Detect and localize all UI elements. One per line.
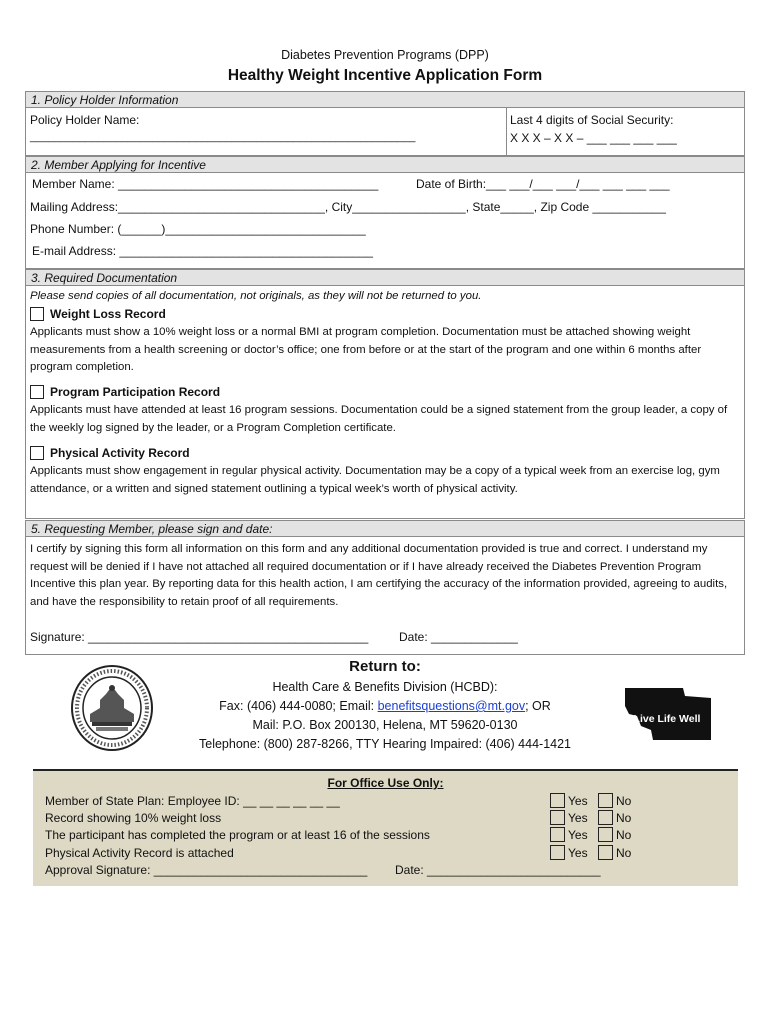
return-division: Health Care & Benefits Division (HCBD): xyxy=(272,680,498,694)
phone-number-field[interactable]: Phone Number: (______)______________________________ xyxy=(30,222,366,236)
form-title: Healthy Weight Incentive Application Form xyxy=(227,67,543,84)
program-participation-option[interactable] xyxy=(30,385,220,399)
certification-text: I certify by signing this form all information on this form and any additional documentation provided is true and correct. I understand my request will be denied if I have not attached all required documentation or if I have already received the Diabetes Prevention Program Incentive this plan year. By reporting data for this health action, I am certifying the accuracy of the information provided, agreeing to audits, and have the responsibility to retain proof of all requirements. xyxy=(30,543,728,608)
no-checkbox[interactable] xyxy=(598,793,613,808)
office-row2-yes[interactable] xyxy=(550,810,588,825)
yes-label: Yes xyxy=(568,811,588,825)
yes-label: Yes xyxy=(568,846,588,860)
section3-heading: 3. Required Documentation xyxy=(25,269,745,286)
yes-label: Yes xyxy=(568,794,588,808)
no-label: No xyxy=(616,828,632,842)
signature-field[interactable]: Signature: __________________________________________ xyxy=(30,630,369,644)
fax-prefix: Fax: (406) 444-0080; Email: xyxy=(219,699,375,713)
office-row3-no[interactable] xyxy=(598,827,631,842)
office-row1-yes[interactable] xyxy=(550,793,588,808)
no-checkbox[interactable] xyxy=(598,827,613,842)
weight-loss-text: Applicants must show a 10% weight loss or a normal BMI at program completion. Documentation must be attached showing weight measurements from a health screening or doctor’s office; one from before or at the start of the program and one within 6 months after program completion. xyxy=(30,326,702,374)
ssn-field[interactable]: X X X – X X – ___ ___ ___ ___ xyxy=(510,131,677,145)
yes-label: Yes xyxy=(568,828,588,842)
policy-holder-name-field[interactable]: _______________________________________________________________ xyxy=(30,131,416,143)
approval-date-field[interactable]: Date: __________________________ xyxy=(395,863,601,877)
office-row4-no[interactable] xyxy=(598,845,631,860)
no-label: No xyxy=(616,846,632,860)
signature-date-field[interactable]: Date: _____________ xyxy=(399,630,518,644)
physical-activity-checkbox[interactable] xyxy=(30,446,44,460)
return-mail: Mail: P.O. Box 200130, Helena, MT 59620-0130 xyxy=(252,718,518,732)
section5-heading: 5. Requesting Member, please sign and date: xyxy=(25,520,745,537)
return-telephone: Telephone: (800) 287-8266, TTY Hearing Impaired: (406) 444-1421 xyxy=(199,737,571,751)
state-seal-logo xyxy=(70,664,154,752)
mailing-address-field[interactable]: Mailing Address:_______________________________, City_________________, State_____, Zip Code ___________ xyxy=(30,200,666,214)
yes-checkbox[interactable] xyxy=(550,845,565,860)
office-row-weight-loss: Record showing 10% weight loss xyxy=(45,811,222,825)
yes-checkbox[interactable] xyxy=(550,793,565,808)
no-label: No xyxy=(616,794,632,808)
physical-activity-text: Applicants must show engagement in regular physical activity. Documentation may be a copy of a typical week from an exercise log, gym attendance, or a written and signed statement outlining a typical week’s worth of physical activity. xyxy=(30,465,720,495)
yes-checkbox[interactable] xyxy=(550,827,565,842)
weight-loss-option[interactable] xyxy=(30,307,166,321)
section2-heading: 2. Member Applying for Incentive xyxy=(25,156,745,173)
return-to-heading: Return to: xyxy=(349,658,421,675)
weight-loss-checkbox[interactable] xyxy=(30,307,44,321)
office-row3-yes[interactable] xyxy=(550,827,588,842)
office-use-heading: For Office Use Only: xyxy=(327,776,444,790)
no-label: No xyxy=(616,811,632,825)
ssn-label: Last 4 digits of Social Security: xyxy=(510,113,674,127)
approval-signature-field[interactable]: Approval Signature: ________________________________ xyxy=(45,863,368,877)
program-participation-title: Program Participation Record xyxy=(50,385,221,399)
no-checkbox[interactable] xyxy=(598,845,613,860)
date-of-birth-field[interactable]: Date of Birth:___ ___/___ ___/___ ___ ___ ___ xyxy=(416,177,670,191)
fax-suffix: ; OR xyxy=(525,699,551,713)
program-participation-text: Applicants must have attended at least 16 program sessions. Documentation could be a signed statement from the group leader, a copy of the weekly log signed by the leader, or a Program Completion certificate. xyxy=(30,404,728,434)
office-use-box xyxy=(33,769,738,886)
office-row1-no[interactable] xyxy=(598,793,631,808)
program-participation-checkbox[interactable] xyxy=(30,385,44,399)
live-life-well-logo xyxy=(623,686,713,742)
policy-holder-name-label: Policy Holder Name: xyxy=(30,113,140,127)
live-life-well-text: Live Life Well xyxy=(633,713,701,725)
yes-checkbox[interactable] xyxy=(550,810,565,825)
benefits-email-link[interactable]: benefitsquestions@mt.gov xyxy=(377,699,526,713)
office-row2-no[interactable] xyxy=(598,810,631,825)
email-address-field[interactable]: E-mail Address: ______________________________________ xyxy=(32,244,373,258)
member-name-field[interactable]: Member Name: _______________________________________ xyxy=(32,177,379,191)
form-subtitle: Diabetes Prevention Programs (DPP) xyxy=(281,48,489,62)
office-row-employee-id: Member of State Plan: Employee ID: __ __ __ __ __ __ xyxy=(45,794,340,808)
physical-activity-option[interactable] xyxy=(30,446,190,460)
documentation-note: Please send copies of all documentation, not originals, as they will not be returned to you. xyxy=(30,290,482,302)
office-row-activity-record: Physical Activity Record is attached xyxy=(45,846,234,860)
office-row4-yes[interactable] xyxy=(550,845,588,860)
section1-heading: 1. Policy Holder Information xyxy=(25,91,745,108)
section1-divider xyxy=(506,108,507,155)
physical-activity-title: Physical Activity Record xyxy=(50,446,190,460)
weight-loss-title: Weight Loss Record xyxy=(50,307,166,321)
office-row-program-completed: The participant has completed the program or at least 16 of the sessions xyxy=(45,828,430,842)
no-checkbox[interactable] xyxy=(598,810,613,825)
